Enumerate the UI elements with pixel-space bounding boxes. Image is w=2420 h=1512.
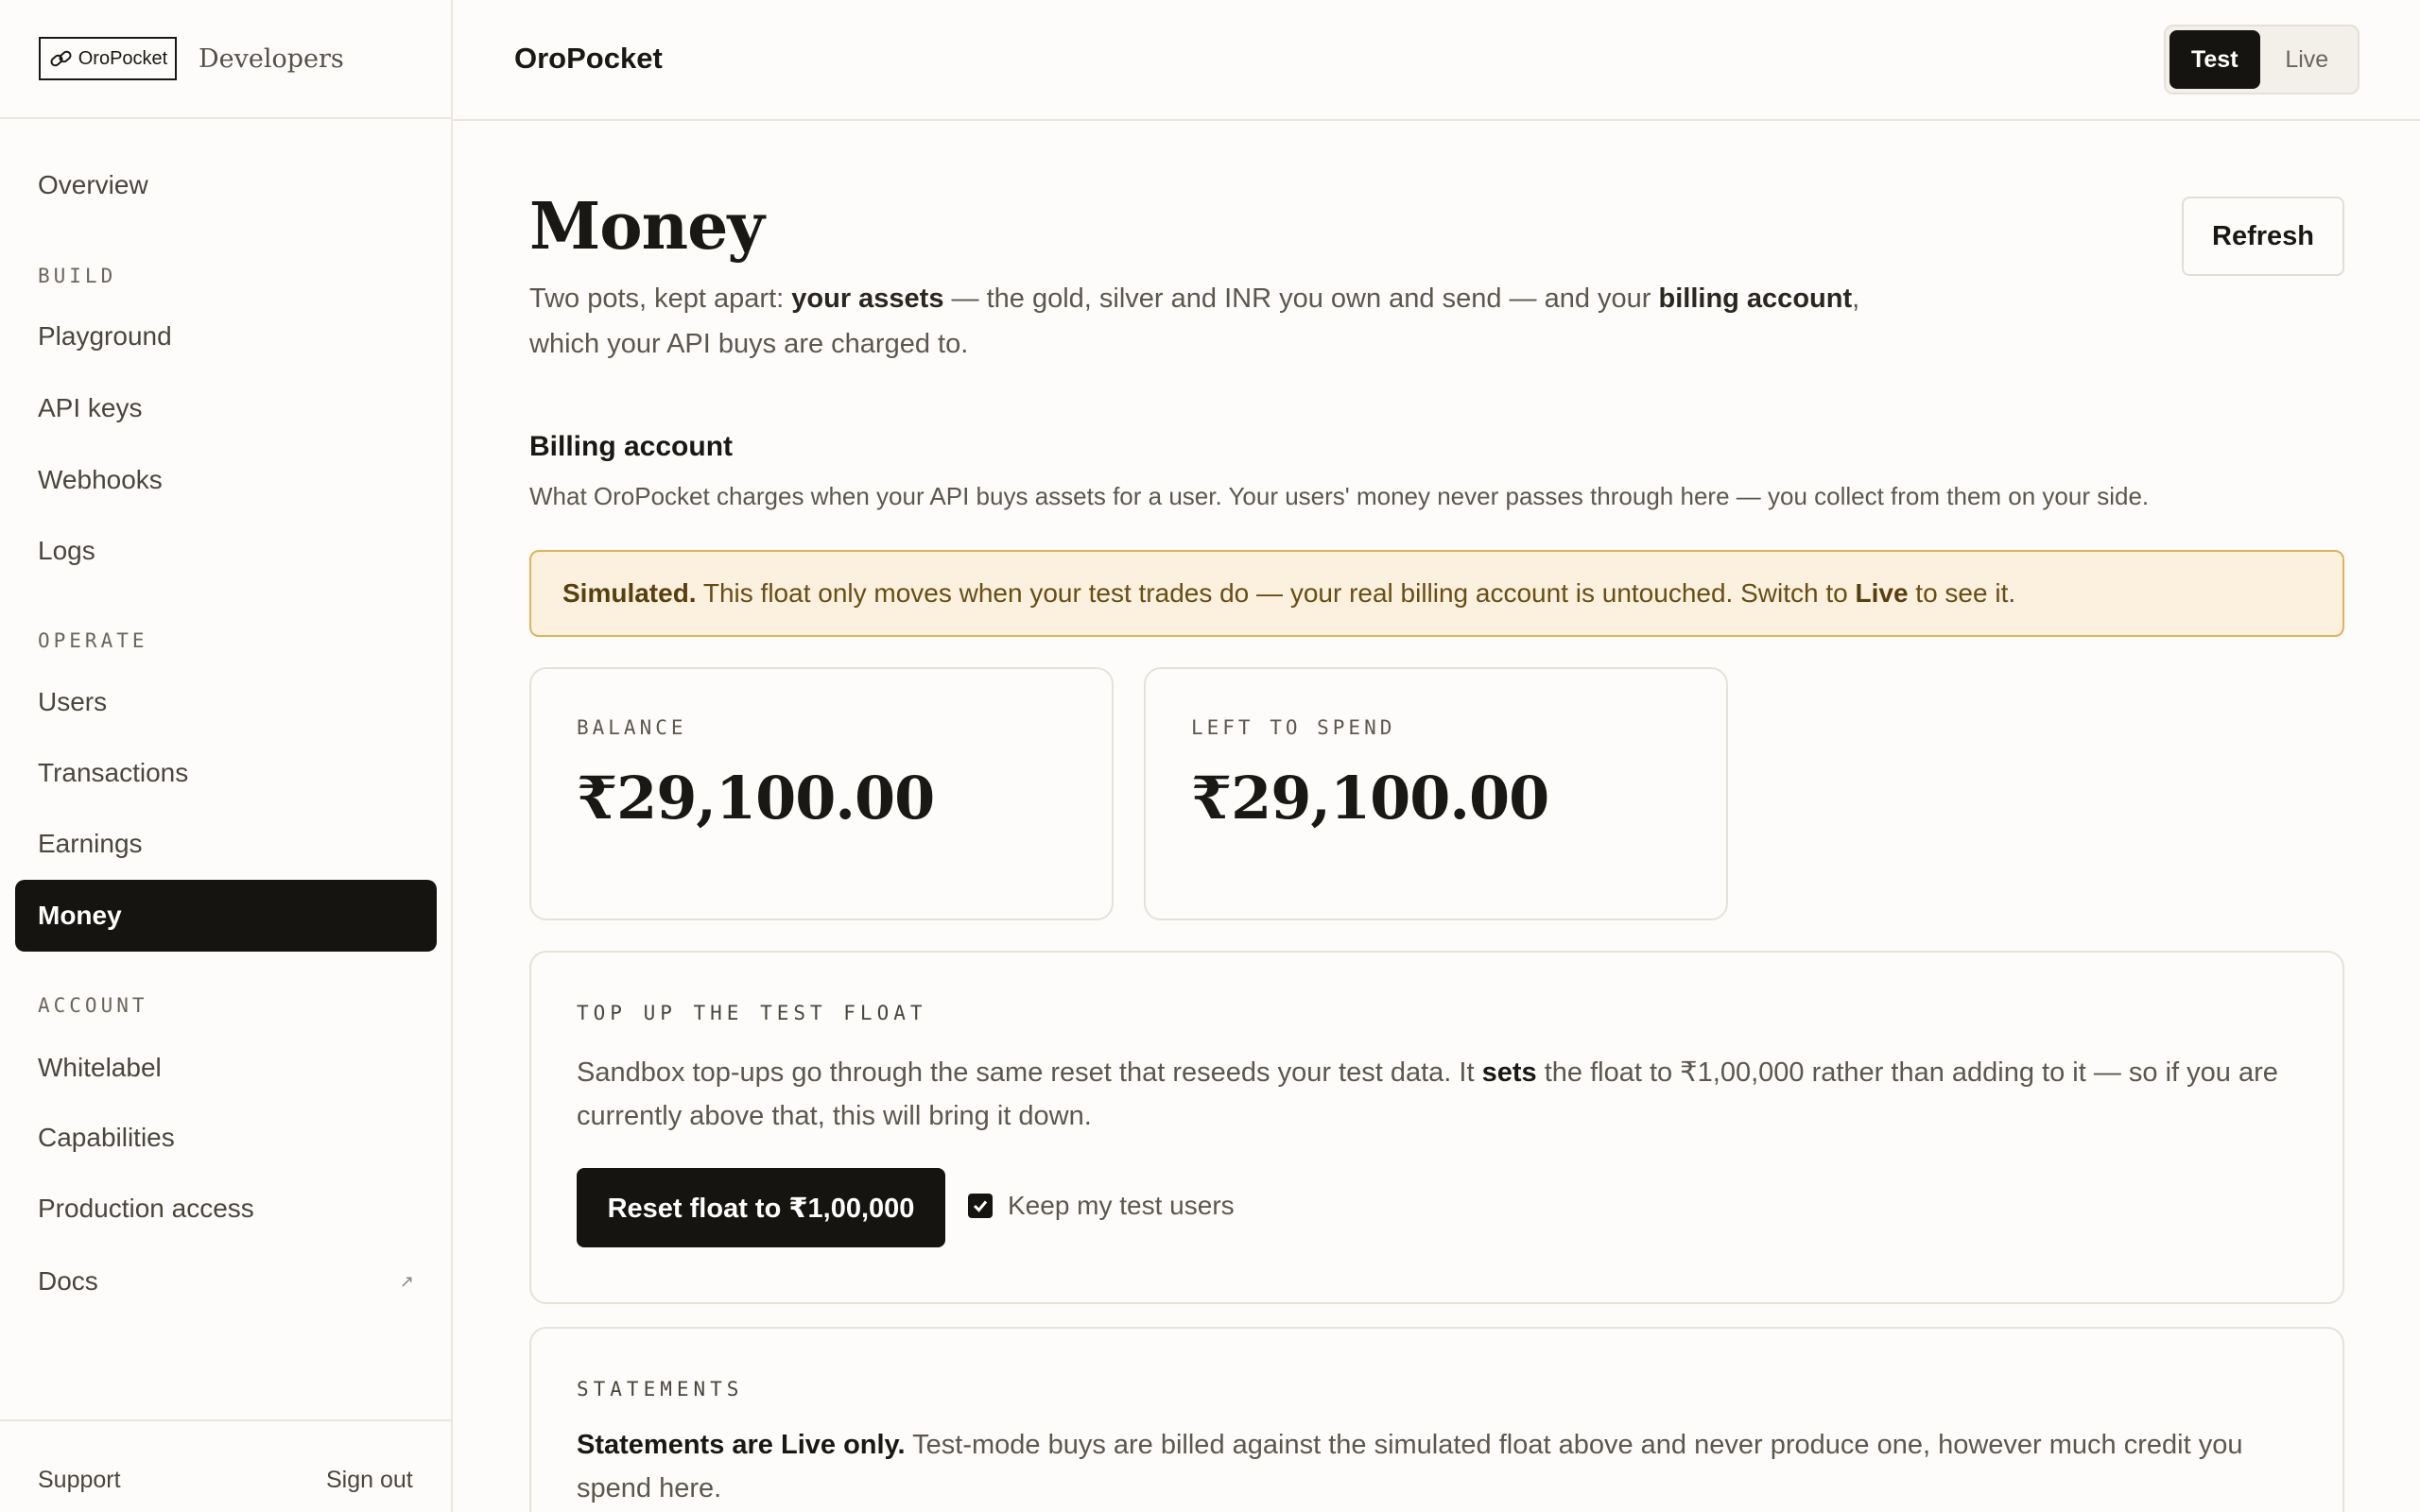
sidebar-item-transactions[interactable]: Transactions [38,758,189,787]
topbar [453,0,2420,121]
topup-description [577,1051,2297,1138]
workspace-title: OroPocket [514,42,663,75]
left-to-spend-label: LEFT TO SPEND [1191,716,1396,739]
sidebar-item-production-access[interactable]: Production access [38,1194,254,1223]
sidebar-item-users[interactable]: Users [38,687,108,716]
brand [0,0,451,119]
keep-test-users-checkbox[interactable] [968,1194,993,1218]
keep-test-users-label: Keep my test users [1008,1191,1235,1220]
sidebar-item-webhooks[interactable]: Webhooks [38,465,163,494]
notice-strong: Simulated. [562,578,697,608]
logo-text: OroPocket [78,47,168,69]
support-link[interactable]: Support [38,1467,121,1493]
topup-panel [529,951,2344,1304]
notice-live: Live [1855,578,1909,608]
intro-emphasis-billing: billing account [1658,284,1853,314]
sidebar-item-overview[interactable]: Overview [38,170,148,199]
page-intro [529,276,1872,367]
statements-text: Test-mode buys are billed against the simulated float above and never produce one, however much credit you spend here. [577,1430,2243,1503]
balance-card [529,667,1114,920]
logo[interactable] [39,37,177,80]
reset-float-button[interactable]: Reset float to ₹1,00,000 [577,1168,945,1247]
notice-text: to see it. [1908,578,2016,608]
statements-label: STATEMENTS [577,1378,744,1400]
brand-subtitle: Developers [199,43,344,74]
sidebar-item-docs[interactable] [15,1246,437,1317]
sidebar-item-earnings[interactable]: Earnings [38,829,143,858]
sidebar-item-money[interactable]: Money [15,880,437,952]
page-title: Money [529,189,764,265]
keep-test-users-toggle[interactable] [968,1191,1235,1221]
topup-emphasis: sets [1481,1057,1537,1088]
refresh-button[interactable]: Refresh [2182,197,2344,276]
nav-section-account: ACCOUNT [38,994,148,1017]
sidebar-item-playground[interactable]: Playground [38,321,172,351]
intro-emphasis-assets: your assets [791,284,944,314]
sign-out-link[interactable]: Sign out [326,1467,413,1493]
sidebar-item-capabilities[interactable]: Capabilities [38,1123,175,1152]
mode-live-button[interactable]: Live [2285,45,2329,73]
intro-text: Two pots, kept apart: [529,284,792,314]
intro-text: , which your API buys are charged to. [529,284,1860,359]
sidebar-footer [0,1419,451,1512]
sidebar-item-docs-label: Docs [38,1266,98,1296]
left-to-spend-card [1144,667,1728,920]
sidebar [0,0,453,1512]
sidebar-item-logs[interactable]: Logs [38,536,95,565]
left-to-spend-value: ₹29,100.00 [1191,764,1549,833]
topup-text: Sandbox top-ups go through the same reset that reseeds your test data. It [577,1057,1482,1088]
statements-emphasis: Statements are Live only. [577,1430,906,1460]
statements-panel [529,1327,2344,1512]
sidebar-item-api-keys[interactable]: API keys [38,393,143,422]
billing-account-description: What OroPocket charges when your API buys assets for a user. Your users' money never passes through here — you collect from them on your side. [529,482,2150,510]
simulated-notice [529,550,2344,637]
notice-text: This float only moves when your test trades do — your real billing account is untouched. Switch to [696,578,1856,608]
mode-toggle [2164,25,2360,94]
intro-text: — the gold, silver and INR you own and send — and your [943,284,1659,314]
link-icon [48,45,75,72]
topup-text: the float to ₹1,00,000 rather than adding to it — so if you are currently above that, this will bring it down. [577,1057,2278,1131]
billing-account-heading: Billing account [529,431,734,462]
mode-test-button[interactable]: Test [2169,30,2260,89]
statements-description [577,1423,2297,1510]
external-link-icon: ↗ [399,1271,414,1291]
sidebar-item-whitelabel[interactable]: Whitelabel [38,1053,162,1082]
nav-section-build: BUILD [38,265,117,287]
nav-section-operate: OPERATE [38,629,148,652]
balance-value: ₹29,100.00 [577,764,935,833]
topup-label: TOP UP THE TEST FLOAT [577,1002,927,1024]
checkmark-icon [971,1196,990,1215]
balance-label: BALANCE [577,716,687,739]
